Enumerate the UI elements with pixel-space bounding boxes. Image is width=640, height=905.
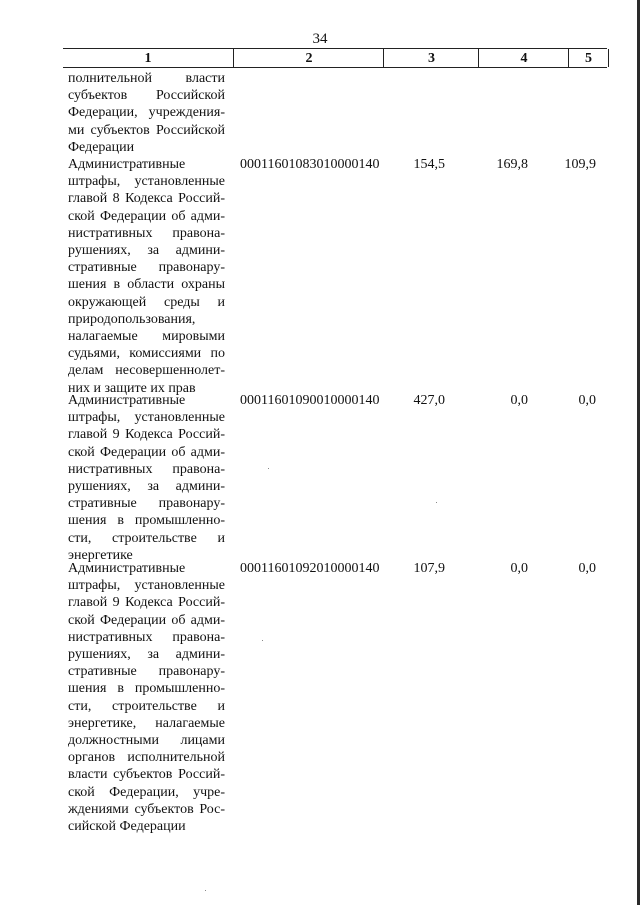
row-description (68, 392, 225, 564)
value-column-4: 169,8 (496, 157, 528, 172)
value-column-3: 107,9 (413, 561, 445, 576)
description-line: ской Федерации об адми- (68, 208, 225, 224)
page-number: 34 (312, 31, 328, 47)
description-line: ской Федерации об адми- (68, 612, 225, 628)
description-line: судьями, комиссиями по (68, 346, 225, 362)
description-line: Административные (68, 393, 186, 408)
description-line: них и защите их прав (68, 380, 196, 396)
description-line: рушениях, за админи- (68, 479, 225, 495)
value-column-3: 427,0 (413, 393, 445, 408)
description-line: Федерации (68, 139, 135, 155)
description-line: штрафы, установленные (68, 174, 225, 190)
description-line: шения в промышленно- (68, 681, 225, 697)
description-line: главой 9 Кодекса Россий- (68, 595, 225, 611)
description-line: ской Федерации об адми- (68, 444, 225, 460)
description-line: энергетике (68, 547, 133, 563)
column-header-5: 5 (568, 49, 609, 67)
description-line: главой 9 Кодекса Россий- (68, 427, 225, 443)
description-line: полнительной власти (68, 71, 225, 86)
description-line: должностными лицами (68, 733, 225, 749)
description-line: стративные правонару- (68, 496, 225, 512)
description-line: сти, строительстве и (68, 530, 225, 546)
row-description (68, 560, 225, 835)
description-line: органов исполнительной (68, 750, 225, 766)
value-column-3: 154,5 (413, 157, 445, 172)
description-line: шения в промышленно- (68, 513, 225, 529)
row-description (68, 156, 225, 397)
value-column-5: 0,0 (578, 393, 596, 408)
description-line: субъектов Российской (68, 88, 225, 104)
row-description (68, 70, 225, 156)
value-column-5: 109,9 (564, 157, 596, 172)
column-header-4: 4 (478, 49, 569, 67)
description-line: сийской Федерации (68, 819, 186, 835)
description-line: природопользования, (68, 311, 196, 327)
budget-code: 00011601092010000140 (240, 561, 380, 576)
description-line: ской Федерации, учре- (68, 784, 225, 800)
scan-speck (268, 468, 269, 469)
description-line: рушениях, за админи- (68, 647, 225, 663)
column-header-3: 3 (383, 49, 479, 67)
description-line: делам несовершеннолет- (68, 363, 225, 379)
description-line: ми субъектов Российской (68, 122, 225, 138)
budget-code: 00011601083010000140 (240, 157, 380, 172)
value-column-4: 0,0 (510, 561, 528, 576)
description-line: власти субъектов Россий- (68, 767, 225, 783)
description-line: нистративных правона- (68, 629, 225, 645)
scan-speck (205, 890, 206, 891)
description-line: главой 8 Кодекса Россий- (68, 191, 225, 207)
scan-speck (262, 640, 263, 641)
description-line: окружающей среды и (68, 294, 225, 310)
value-column-4: 0,0 (510, 393, 528, 408)
description-line: нистративных правона- (68, 461, 225, 477)
description-line: рушениях, за админи- (68, 243, 225, 259)
description-line: штрафы, установленные (68, 578, 225, 594)
description-line: нистративных правона- (68, 225, 225, 241)
description-line: шения в области охраны (68, 277, 225, 293)
description-line: сти, строительстве и (68, 698, 225, 714)
description-line: налагаемые мировыми (68, 329, 225, 345)
description-line: стративные правонару- (68, 260, 225, 276)
description-line: штрафы, установленные (68, 410, 225, 426)
description-line: Административные (68, 157, 186, 172)
column-header-1: 1 (144, 51, 152, 66)
description-line: ждениями субъектов Рос- (68, 801, 225, 817)
description-line: Федерации, учреждения- (68, 105, 225, 121)
description-line: стративные правонару- (68, 664, 225, 680)
value-column-5: 0,0 (578, 561, 596, 576)
column-header-2: 2 (233, 49, 384, 67)
scan-speck (436, 502, 437, 503)
description-line: Административные (68, 561, 186, 576)
table-header (63, 48, 607, 68)
budget-code: 00011601090010000140 (240, 393, 380, 408)
description-line: энергетике, налагаемые (68, 715, 225, 731)
